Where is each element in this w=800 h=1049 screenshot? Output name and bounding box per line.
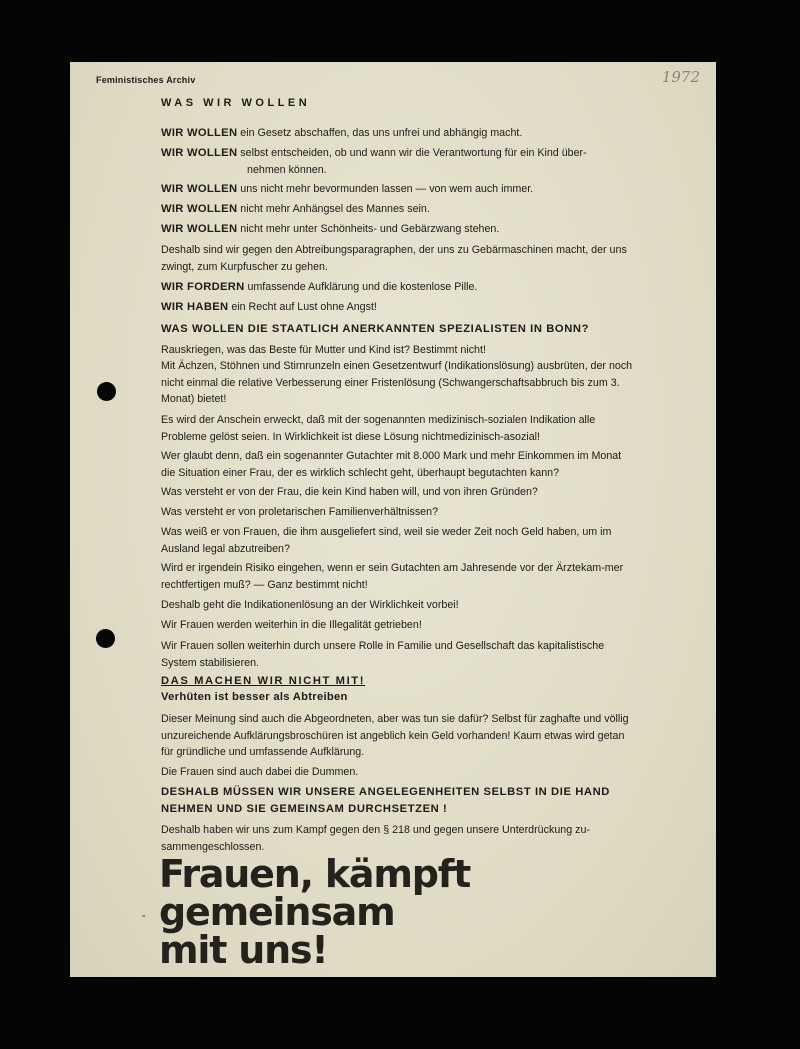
paragraph-deshalb: Deshalb sind wir gegen den Abtreibungsparagraphen, der uns zu Gebärmaschinen macht, der uns zwingt, zum Kurpfuscher zu gehen. (161, 244, 627, 273)
slogan-line-1: Frauen, kämpft gemeinsam (159, 852, 471, 934)
demand-fordern: WIR FORDERN umfassende Aufklärung und die kostenlose Pille. (161, 281, 478, 293)
punch-hole (97, 382, 116, 401)
demand-2: WIR WOLLEN selbst entscheiden, ob und wann wir die Verantwortung für ein Kind über- nehmen können. (161, 147, 587, 176)
question-heading: WAS WOLLEN DIE STAATLICH ANERKANNTEN SPEZIALISTEN IN BONN? (161, 323, 590, 335)
paragraph: Rauskriegen, was das Beste für Mutter und Kind ist? Bestimmt nicht! (161, 344, 486, 356)
paragraph: Dieser Meinung sind auch die Abgeordneten, aber was tun sie dafür? Selbst für zaghafte und völlig unzureichende Aufklärungsbroschüren ist angeblich kein Geld vorhanden! Kaum etwas wird getan für gründliche und umfassende Aufklärung. (161, 713, 629, 758)
demand-1: WIR WOLLEN ein Gesetz abschaffen, das uns unfrei und abhängig macht. (161, 127, 523, 139)
archive-label: Feministisches Archiv (96, 75, 196, 85)
punch-hole (96, 629, 115, 648)
paragraph: Was versteht er von proletarischen Familienverhältnissen? (161, 506, 439, 518)
paragraph: Wer glaubt denn, daß ein sogenannter Gutachter mit 8.000 Mark und mehr Einkommen im Monat die Situation einer Frau, der es wirklich schlecht geht, überhaupt begutachten kann? (161, 450, 622, 479)
demand-haben: WIR HABEN ein Recht auf Lust ohne Angst! (161, 301, 377, 313)
slogan (159, 852, 699, 972)
paragraph: Deshalb geht die Indikationenlösung an der Wirklichkeit vorbei! (161, 599, 459, 611)
closing-paragraph: Deshalb haben wir uns zum Kampf gegen den § 218 und gegen unsere Unterdrückung zu-sammengeschlossen. (161, 824, 590, 853)
demand-3: WIR WOLLEN uns nicht mehr bevormunden lassen — von wem auch immer. (161, 183, 534, 195)
caps-statement: DESHALB MÜSSEN WIR UNSERE ANGELEGENHEITEN SELBST IN DIE HAND NEHMEN UND SIE GEMEINSAM DURCHSETZEN ! (161, 786, 610, 815)
not-with-us-heading: DAS MACHEN WIR NICHT MIT! (161, 675, 366, 687)
paragraph: Was versteht er von der Frau, die kein Kind haben will, und von ihren Gründen? (161, 486, 538, 498)
subheading: Verhüten ist besser als Abtreiben (161, 691, 348, 703)
handwritten-year: 1972 (661, 68, 700, 86)
flyer-page (70, 62, 716, 977)
slogan-line-2: mit uns! (159, 928, 328, 972)
page-title: WAS WIR WOLLEN (161, 97, 311, 109)
paragraph: Es wird der Anschein erweckt, daß mit der sogenannten medizinisch-sozialen Indikation alle Probleme gelöst seien. In Wirklichkeit ist diese Lösung nichtmedizinisch-asozial! (161, 414, 596, 443)
demand-4: WIR WOLLEN nicht mehr Anhängsel des Mannes sein. (161, 203, 430, 215)
paragraph: Wir Frauen werden weiterhin in die Illegalität getrieben! (161, 619, 422, 631)
paragraph: Wird er irgendein Risiko eingehen, wenn er sein Gutachten am Jahresende vor der Ärztekam-mer rechtfertigen muß? — Ganz bestimmt nicht! (161, 562, 624, 591)
margin-mark: - (142, 910, 146, 922)
demand-5: WIR WOLLEN nicht mehr unter Schönheits- und Gebärzwang stehen. (161, 223, 500, 235)
paragraph: Was weiß er von Frauen, die ihm ausgeliefert sind, weil sie weder Zeit noch Geld haben, um im Ausland legal abzutreiben? (161, 526, 612, 555)
paragraph: Wir Frauen sollen weiterhin durch unsere Rolle in Familie und Gesellschaft das kapitalistische System stabilisieren. (161, 640, 605, 669)
paragraph: Die Frauen sind auch dabei die Dummen. (161, 766, 359, 778)
paragraph: Mit Ächzen, Stöhnen und Stirnrunzeln einen Gesetzentwurf (Indikationslösung) ausbrüten, der noch nicht einmal die relative Verbesserung einer Fristenlösung (Schwangerschaftsabbruch bis zum 3. Monat) bietet! (161, 360, 633, 405)
